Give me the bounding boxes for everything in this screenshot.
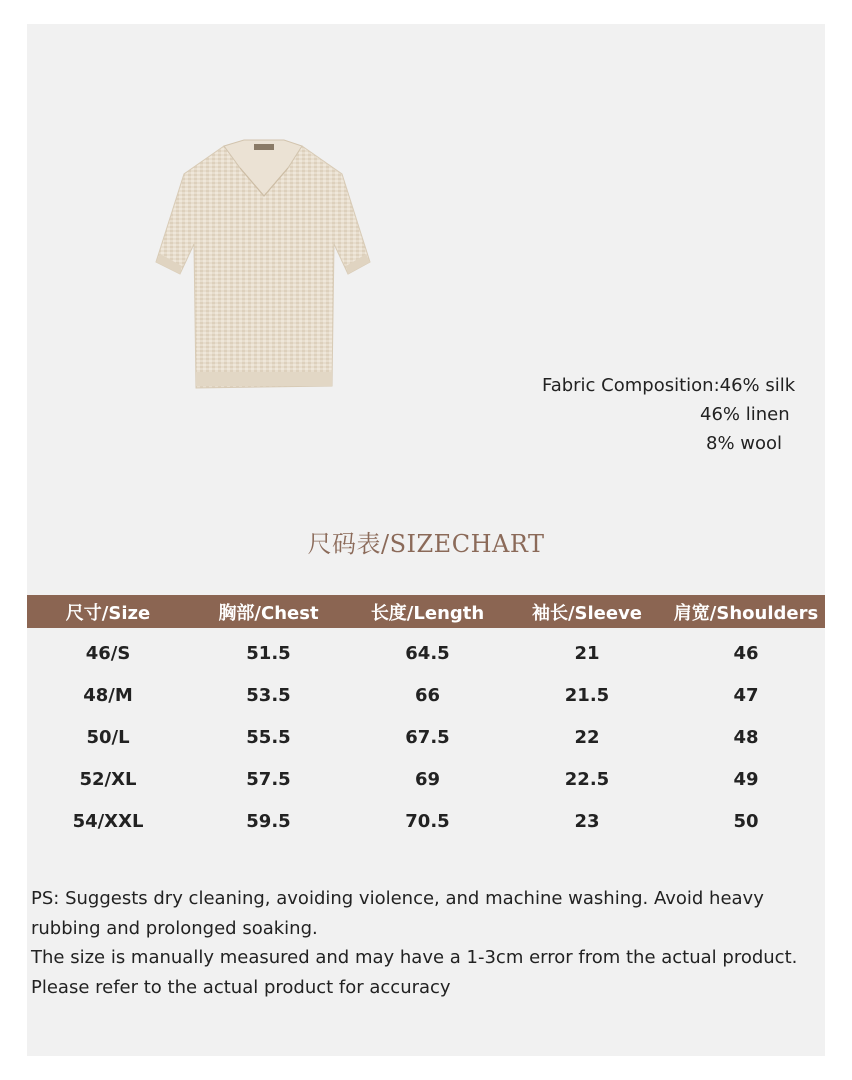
cell-shoulders: 48	[733, 726, 759, 748]
cell-sleeve: 22.5	[564, 768, 610, 790]
cell-length: 69	[414, 768, 441, 790]
header-size: 尺寸/Size	[65, 602, 151, 624]
table-row	[27, 632, 825, 674]
cell-chest: 53.5	[246, 684, 291, 706]
header-sleeve: 袖长/Sleeve	[531, 602, 643, 624]
cell-size: 46/S	[85, 642, 131, 664]
care-notes	[31, 884, 821, 1002]
table-row	[27, 674, 825, 716]
care-note-accuracy: Please refer to the actual product for accuracy	[31, 976, 451, 998]
cell-length: 66	[414, 684, 441, 706]
cell-shoulders: 50	[733, 810, 759, 832]
fabric-line-silk: Fabric Composition:46% silk	[542, 375, 796, 396]
table-row	[27, 716, 825, 758]
cell-chest: 59.5	[246, 810, 291, 832]
size-chart-title: 尺码表/SIZECHART	[307, 530, 545, 558]
cell-chest: 51.5	[246, 642, 291, 664]
cell-size: 50/L	[86, 726, 130, 748]
cell-shoulders: 49	[733, 768, 759, 790]
cell-size: 54/XXL	[72, 810, 144, 832]
table-row	[27, 758, 825, 800]
cell-shoulders: 46	[733, 642, 759, 664]
cell-length: 70.5	[405, 810, 450, 832]
cell-sleeve: 21.5	[564, 684, 610, 706]
table-header	[27, 595, 825, 628]
fabric-line-linen: 46% linen	[700, 404, 790, 425]
cell-sleeve: 21	[574, 642, 600, 664]
cell-shoulders: 47	[733, 684, 759, 706]
polo-shirt-image	[152, 134, 374, 394]
cell-size: 52/XL	[79, 768, 137, 790]
table-row	[27, 800, 825, 842]
cell-size: 48/M	[83, 684, 133, 706]
product-panel	[27, 24, 825, 1056]
table-body	[27, 628, 825, 842]
cell-length: 67.5	[405, 726, 450, 748]
header-length: 长度/Length	[370, 602, 485, 624]
size-table	[27, 595, 825, 842]
cell-chest: 57.5	[246, 768, 291, 790]
cell-length: 64.5	[405, 642, 450, 664]
care-note-measurement: The size is manually measured and may have a 1-3cm error from the actual product.	[31, 947, 798, 968]
cell-chest: 55.5	[246, 726, 291, 748]
cell-sleeve: 23	[574, 810, 600, 832]
fabric-composition	[542, 371, 822, 458]
header-shoulders: 肩宽/Shoulders	[673, 602, 819, 624]
fabric-line-wool: 8% wool	[706, 433, 783, 454]
header-chest: 胸部/Chest	[218, 602, 319, 624]
care-note-washing: PS: Suggests dry cleaning, avoiding violence, and machine washing. Avoid heavy rubbing and prolonged soaking.	[31, 888, 764, 939]
cell-sleeve: 22	[574, 726, 600, 748]
